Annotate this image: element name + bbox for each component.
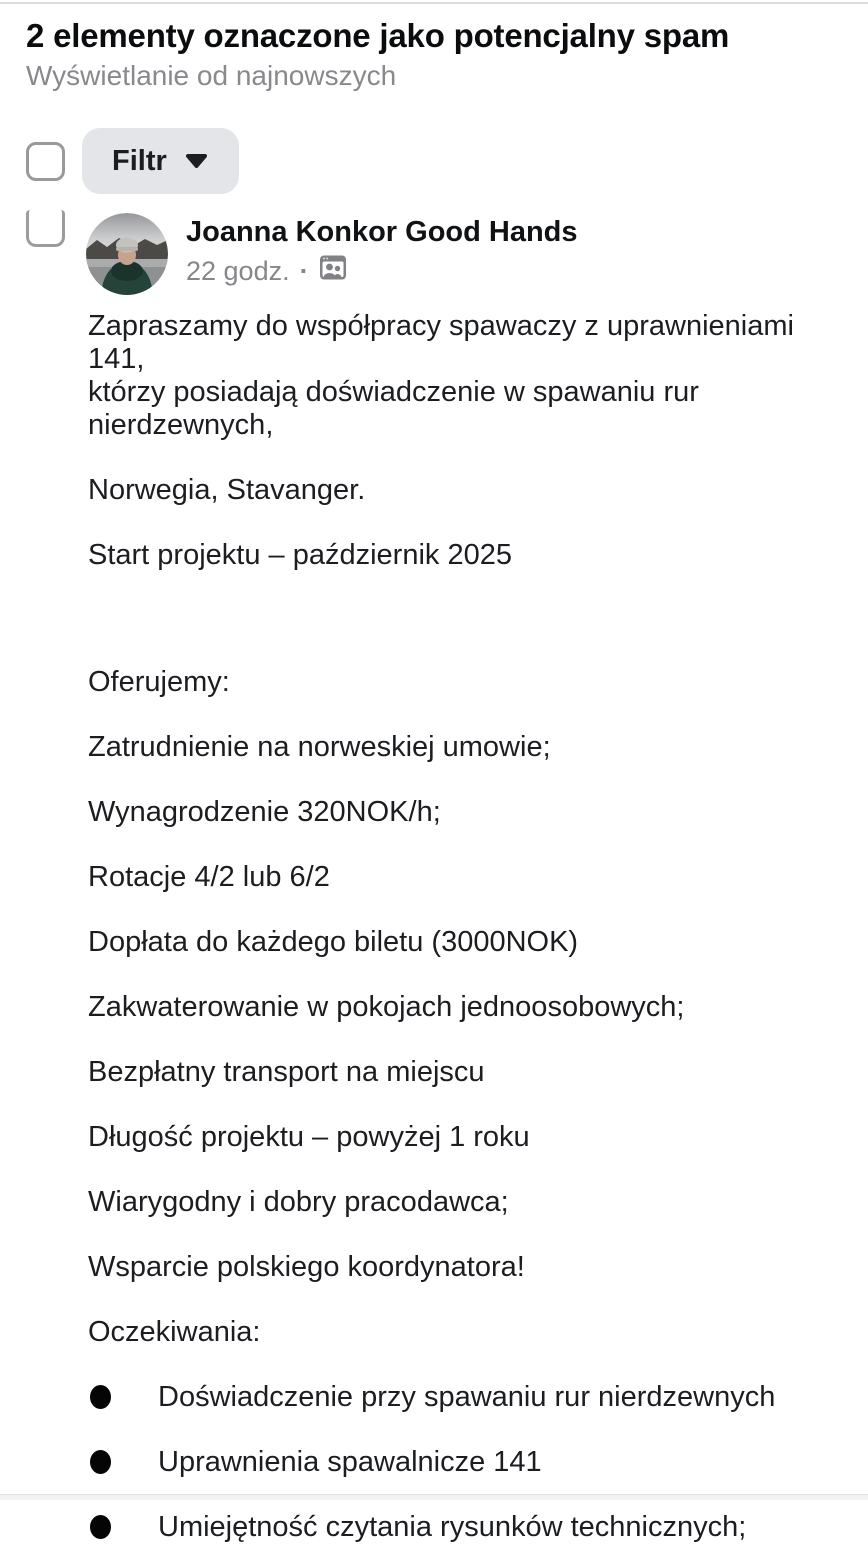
list-item [88,1446,850,1479]
select-all-checkbox[interactable] [26,142,65,181]
post-paragraph: Wiarygodny i dobry pracodawca; [88,1186,509,1218]
requirements-list [88,1381,850,1544]
post-paragraph: Rotacje 4/2 lub 6/2 [88,861,330,893]
post-paragraph: Zakwaterowanie w pokojach jednoosobowych; [88,991,685,1023]
post-paragraph: Wsparcie polskiego koordynatora! [88,1251,525,1283]
group-icon [319,254,347,288]
post-select-checkbox[interactable] [26,210,65,247]
author-name[interactable]: Joanna Konkor Good Hands [186,216,578,248]
post-paragraph: Dopłata do każdego biletu (3000NOK) [88,926,579,958]
post-paragraph: Zatrudnienie na norweskiej umowie; [88,731,551,763]
bullet-text: Uprawnienia spawalnicze 141 [158,1446,542,1478]
post-paragraph: Długość projektu – powyżej 1 roku [88,1121,530,1153]
list-item [88,1381,850,1414]
spam-post-item [26,210,842,295]
post-paragraph: Bezpłatny transport na miejscu [88,1056,485,1088]
list-item [88,1511,850,1544]
post-paragraph: Zapraszamy do współpracy spawaczy z uprawnieniami 141, [88,310,794,375]
bottom-divider [0,1494,868,1500]
bullet-text: Umiejętność czytania rysunków technicznych; [158,1511,747,1543]
post-paragraph: Wynagrodzenie 320NOK/h; [88,796,441,828]
bullet-icon [90,1515,111,1539]
post-paragraph: którzy posiadają doświadczenie w spawaniu rur [88,376,699,408]
bullet-text: Doświadczenie przy spawaniu rur nierdzewnych [158,1381,776,1413]
bullet-icon [90,1450,111,1474]
top-divider [0,2,868,4]
filter-button-label: Filtr [112,144,167,177]
post-body [88,310,850,1544]
bullet-icon [90,1385,111,1409]
avatar[interactable] [86,213,168,295]
post-paragraph: Norwegia, Stavanger. [88,474,366,506]
filter-button[interactable] [82,128,239,194]
post-paragraph: Start projektu – październik 2025 [88,539,512,571]
caret-down-icon [184,145,209,178]
post-paragraph: nierdzewnych, [88,409,274,441]
post-header [186,210,578,295]
sort-order-label: Wyświetlanie od najnowszych [26,60,397,91]
post-meta [186,254,578,288]
post-paragraphs [88,310,850,1349]
post-paragraph: Oferujemy: [88,666,230,698]
page-title: 2 elementy oznaczone jako potencjalny spam [26,17,730,54]
post-timestamp[interactable]: 22 godz. [186,255,290,286]
post-paragraph: Oczekiwania: [88,1316,261,1348]
meta-separator: · [299,255,309,286]
toolbar [26,128,842,194]
